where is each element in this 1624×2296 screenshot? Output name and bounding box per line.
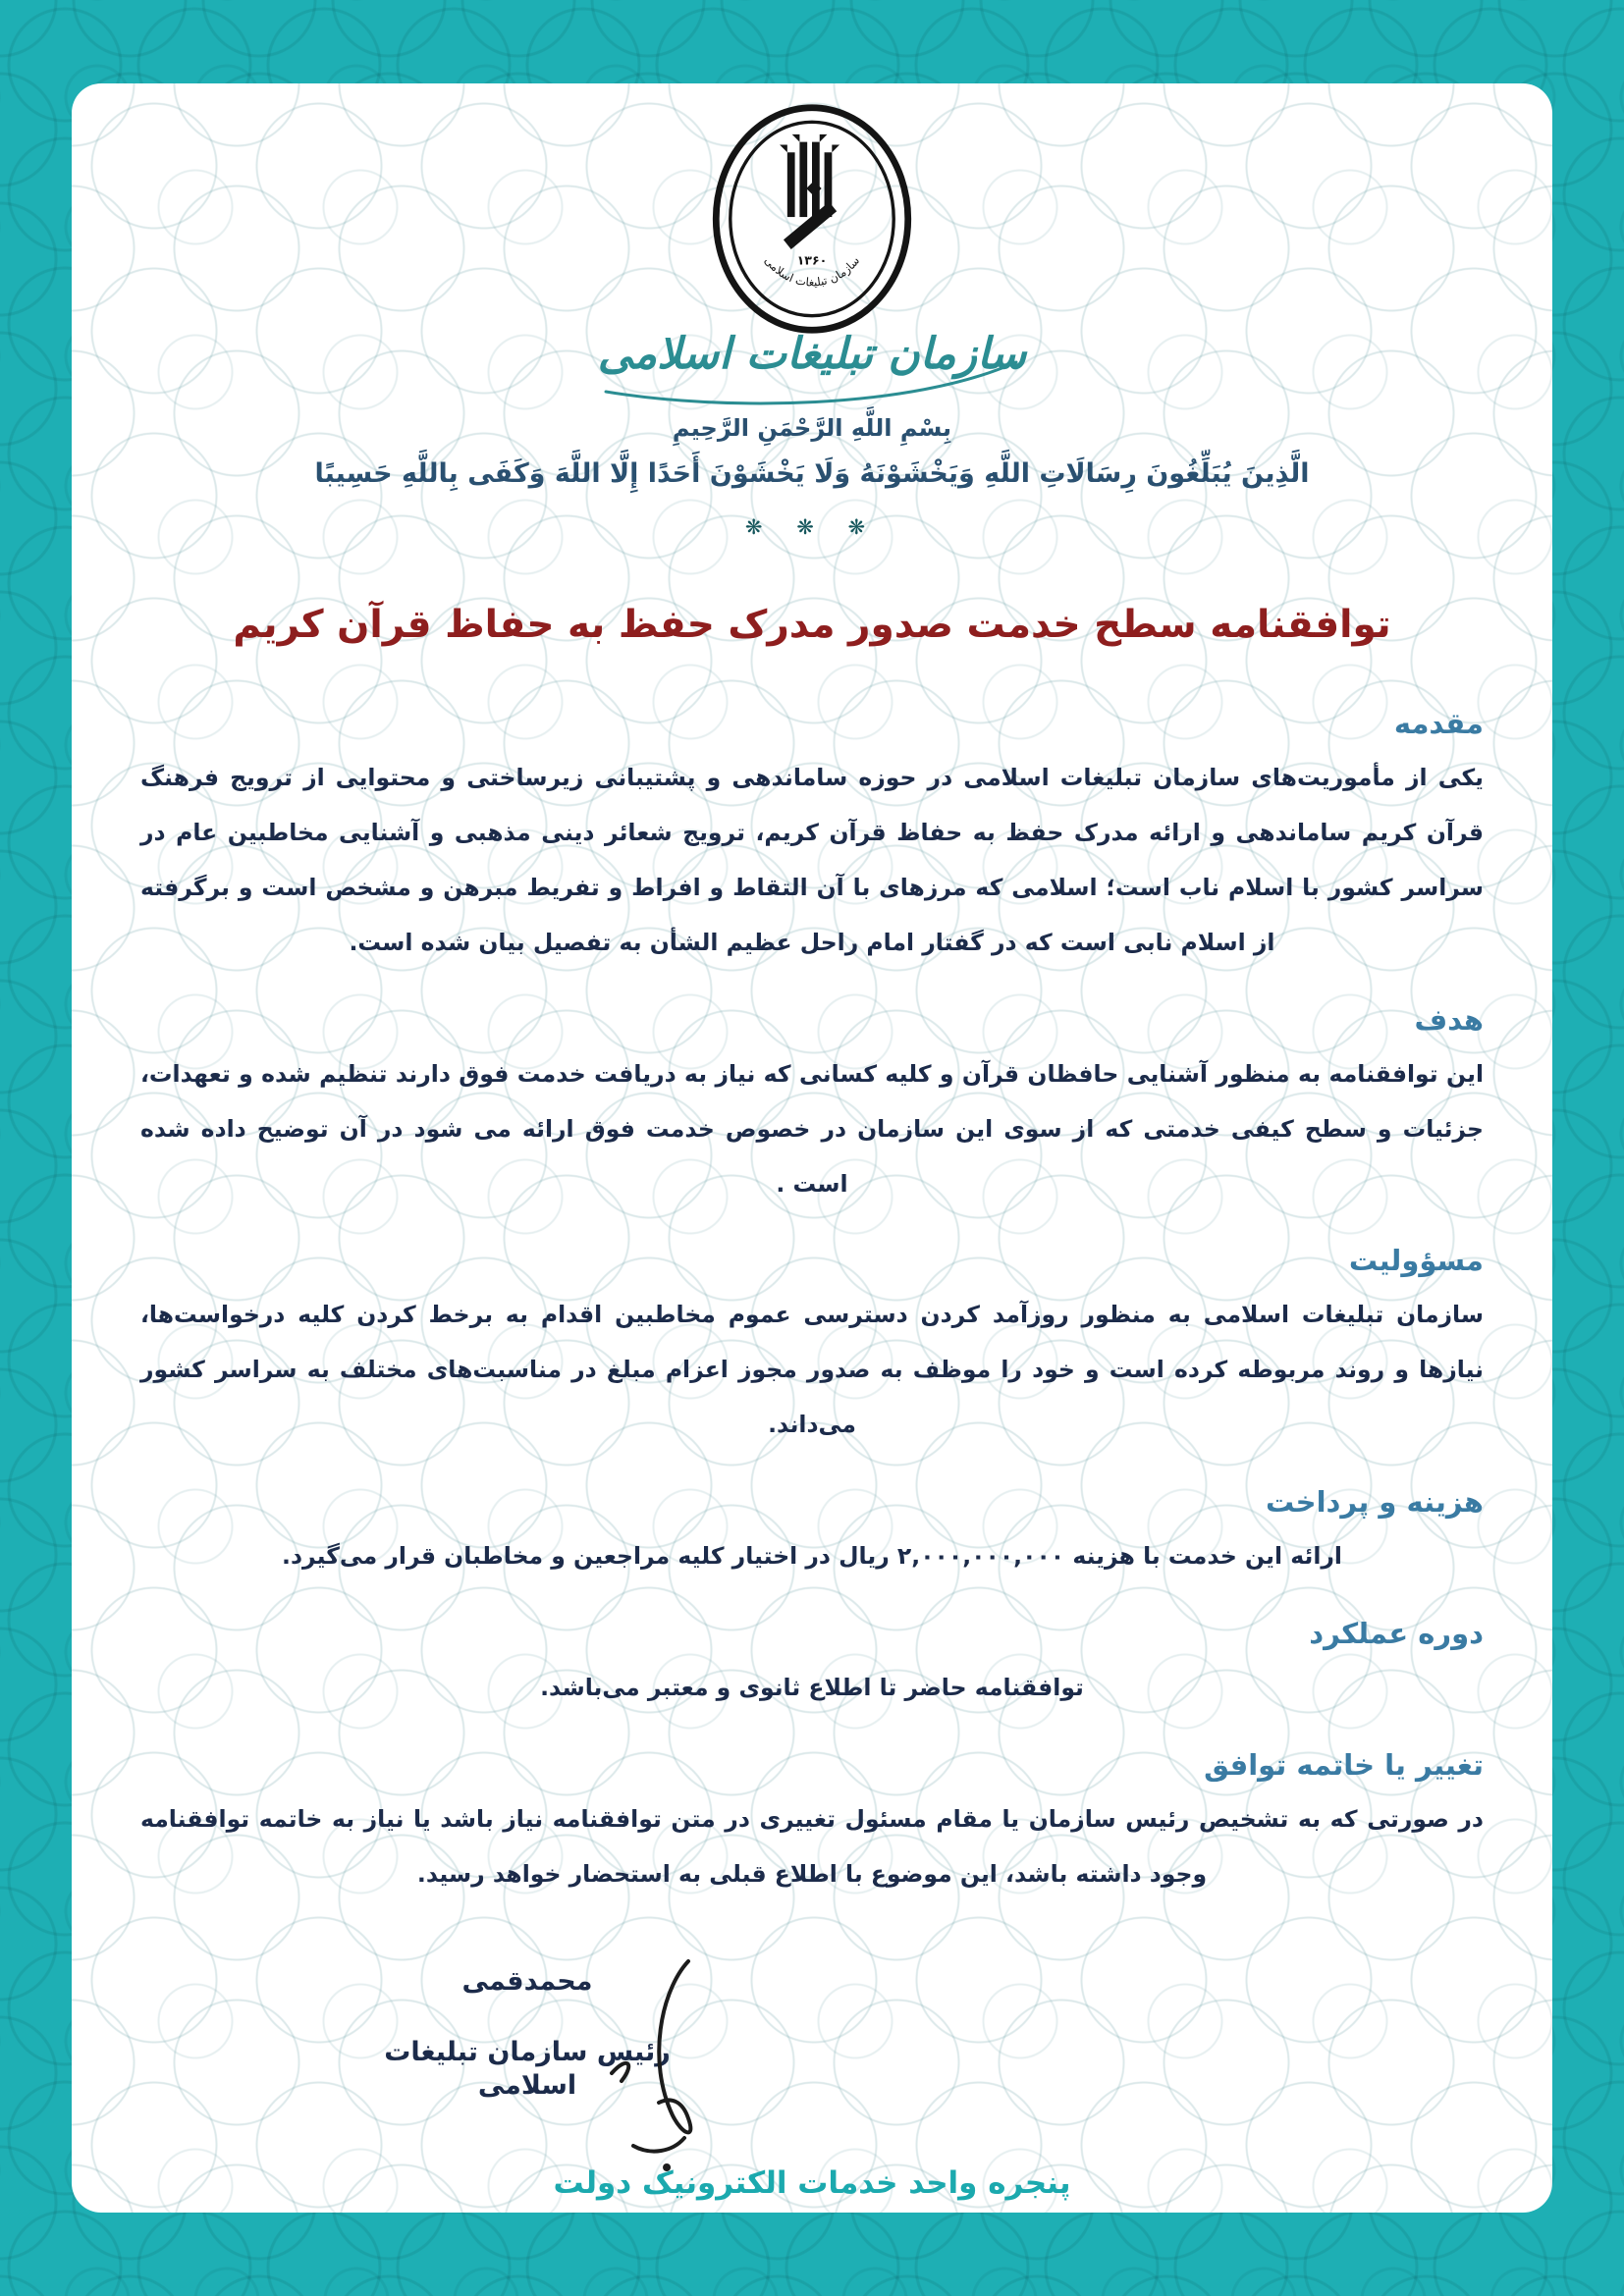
section-heading: هزینه و پرداخت (1265, 1485, 1484, 1520)
calligraphy-text: سازمان تبلیغات اسلامی (597, 329, 1027, 379)
section-responsibility (140, 1241, 1484, 1453)
signature-block (341, 1965, 714, 2103)
section-heading: تغییر یا خاتمه توافق (1204, 1748, 1484, 1783)
document-title: توافقنامه سطح خدمت صدور مدرک حفظ به حفاظ قرآن کریم (233, 603, 1391, 647)
organization-emblem-icon (707, 101, 917, 337)
document-card (72, 83, 1552, 2213)
footer-text: پنجره واحد خدمات الکترونیک دولت (553, 2165, 1071, 2201)
section-introduction (140, 704, 1484, 971)
allah-kufic-motif (780, 134, 839, 249)
ornament-asterisks: ❋ ❋ ❋ (744, 515, 880, 539)
section-change-termination (140, 1745, 1484, 1902)
section-cost-payment (140, 1482, 1484, 1584)
bismillah-text: بِسْمِ اللَّهِ الرَّحْمَنِ الرَّحِيمِ (672, 414, 952, 442)
section-performance-period (140, 1614, 1484, 1716)
signatory-title: رئیس سازمان تبلیغات اسلامی (384, 2036, 671, 2101)
section-heading: هدف (1414, 1002, 1484, 1037)
organization-calligraphy (72, 313, 1552, 415)
signatory-name: محمدقمی (461, 1965, 593, 1997)
section-body: این توافقنامه به منظور آشنایی حافظان قرآن و کلیه کسانی که نیاز به دریافت خدمت فوق دارند تنظیم شده و تعهدات، جزئیات و سطح کیفی خدمتی که از سوی این سازمان در خصوص خدمت فوق ارائه می شود در آن توضیح داده شده است . (140, 1059, 1484, 1198)
section-goal (140, 1000, 1484, 1212)
section-body: سازمان تبلیغات اسلامی به منظور روزآمد کردن دسترسی عموم مخاطبین اقدام به برخط کردن کلیه درخواست‌ها، نیازها و روند مربوطه کرده است و خود را موظف به صدور مجوز اعزام مبلغ در مناسبت‌های مختلف به سراسر کشور می‌داند. (140, 1301, 1484, 1439)
section-body: یکی از مأموریت‌های سازمان تبلیغات اسلامی در حوزه ساماندهی و پشتیبانی زیرساختی و محتوایی از ترویج فرهنگ قرآن کریم ساماندهی و ارائه مدرک حفظ به حفاظ قرآن کریم، ترویج شعائر دینی مذهبی و آشنایی مخاطبین عام در سراسر کشور با اسلام ناب است؛ اسلامی که مرزهای با آن التقاط و افراط و تفریط مبرهن و مشخص است و برگرفته از اسلام نابی است که در گفتار امام راحل عظیم الشأن به تفصیل بیان شده است. (140, 764, 1484, 956)
section-body: ارائه این خدمت با هزینه ۲,۰۰۰,۰۰۰,۰۰۰ ریال در اختیار کلیه مراجعین و مخاطبان قرار می‌گیرد. (282, 1542, 1342, 1571)
section-heading: مقدمه (1393, 707, 1484, 740)
quran-verse: الَّذِينَ يُبَلِّغُونَ رِسَالَاتِ اللَّهِ وَيَخْشَوْنَهُ وَلَا يَخْشَوْنَ أَحَدًا إِلَّا اللَّهَ وَكَفَى بِاللَّهِ حَسِيبًا (314, 458, 1310, 489)
logo-area (72, 101, 1552, 341)
section-heading: دوره عملکرد (1309, 1617, 1484, 1651)
sections-container (72, 704, 1552, 1902)
section-heading: مسؤولیت (1348, 1244, 1484, 1278)
emblem-ring-text: سازمان تبلیغات اسلامی (761, 253, 863, 290)
emblem-year: ۱۳۶۰ (796, 252, 828, 268)
section-body: در صورتی که به تشخیص رئیس سازمان یا مقام مسئول تغییری در متن توافقنامه نیاز باشد یا نیاز به خاتمه توافقنامه وجود داشته باشد، این موضوع با اطلاع قبلی به استحضار خواهد رسید. (140, 1805, 1484, 1888)
section-body: توافقنامه حاضر تا اطلاع ثانوی و معتبر می‌باشد. (540, 1674, 1084, 1702)
handwritten-signature (572, 1953, 720, 2174)
